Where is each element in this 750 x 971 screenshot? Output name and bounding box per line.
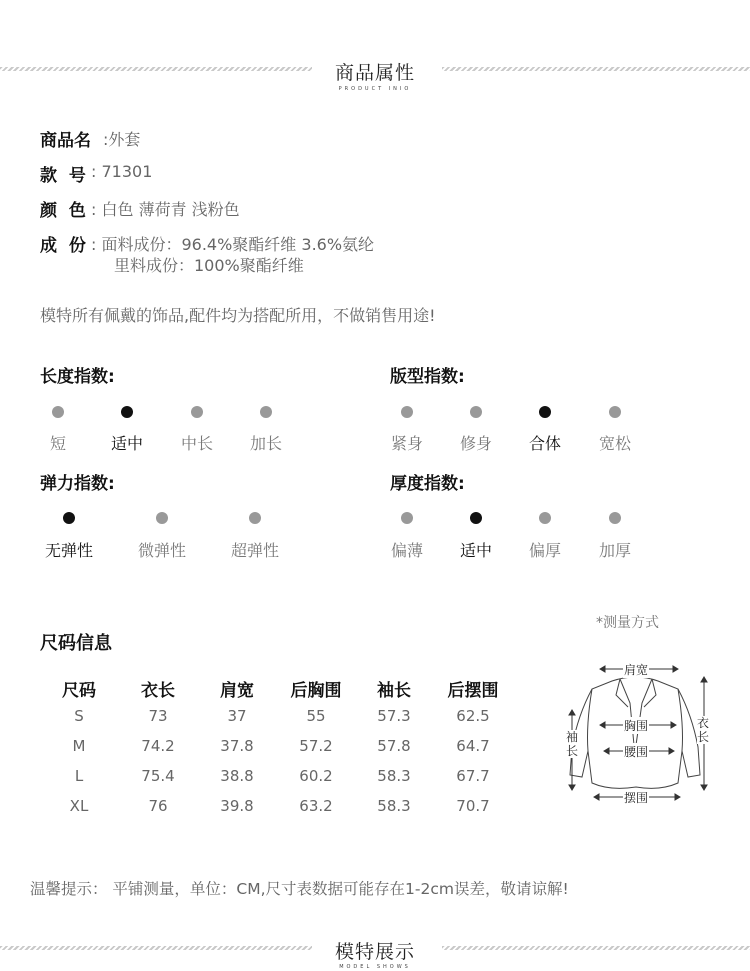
table-cell: 67.7 [456,767,490,785]
fit-index-title: 版型指数: [390,367,465,387]
elastic-option-2: 超弹性 [230,541,279,560]
size-info-title: 尺码信息 [40,633,112,654]
diagram-label-chest: 胸围 [624,719,649,733]
table-cell: L [74,767,84,785]
size-header-size: 尺码 [62,681,96,701]
elastic-option-1: 微弹性 [137,541,186,560]
size-header-shoulder: 肩宽 [220,681,254,701]
elastic-dot-1 [156,512,168,524]
thickness-option-0: 偏薄 [390,541,423,560]
fit-dot-3 [609,406,621,418]
elastic-dot-0 [63,512,75,524]
table-cell: 73 [148,707,168,725]
table-cell: 62.5 [456,707,490,725]
thickness-dot-2 [539,512,551,524]
length-option-2: 中长 [180,434,213,453]
table-cell: M [72,737,86,755]
table-cell: 39.8 [220,797,254,815]
thickness-option-2: 偏厚 [528,541,561,560]
size-header-length: 衣长 [141,681,175,701]
table-cell: 57.8 [377,737,411,755]
table-cell: 57.2 [299,737,333,755]
table-cell: 70.7 [456,797,490,815]
length-dot-2 [191,406,203,418]
thickness-dot-1 [470,512,482,524]
table-cell: 55 [306,707,326,725]
length-dot-3 [260,406,272,418]
size-header-hem: 后摆围 [447,681,499,701]
fit-dot-1 [470,406,482,418]
section-subtitle: PRODUCT INIO [338,86,412,92]
table-cell: 74.2 [141,737,175,755]
attr-label-name: 商品名 [40,131,91,151]
diagram-label-shoulder: 肩宽 [624,663,649,677]
diagram-label-hem: 摆围 [624,791,649,805]
table-cell: 58.3 [377,797,411,815]
thickness-dot-0 [401,512,413,524]
table-cell: 64.7 [456,737,490,755]
size-header-sleeve: 袖长 [377,681,411,701]
elastic-index-title: 弹力指数: [40,474,115,494]
fit-option-2: 合体 [528,434,561,453]
length-option-3: 加长 [249,434,282,453]
fit-option-0: 紧身 [390,434,423,453]
attr-label-color: 颜 色 [40,201,86,221]
attr-value-composition: : 面料成份：96.4%聚酯纤维 3.6%氨纶 [91,235,375,254]
table-cell: 37.8 [220,737,254,755]
thickness-option-1: 适中 [459,541,492,560]
size-header-chest: 后胸围 [290,681,342,701]
measurement-tip: 温馨提示： 平铺测量，单位：CM,尺寸表数据可能存在1-2cm误差，敬请谅解! [30,880,569,898]
fit-dot-2 [539,406,551,418]
attr-label-composition: 成 份 [40,236,86,256]
table-cell: S [74,707,84,725]
table-cell: 57.3 [377,707,411,725]
diagram-label-waist: 腰围 [624,745,649,759]
diagram-label-length: 衣长 [697,716,710,744]
table-cell: 37 [227,707,247,725]
length-index-title: 长度指数: [40,367,115,387]
measure-method-note: *测量方式 [596,615,659,631]
elastic-dot-2 [249,512,261,524]
attr-label-style: 款 号 [40,166,86,186]
table-cell: 75.4 [141,767,175,785]
attr-value-lining: 里料成份：100%聚酯纤维 [114,256,304,275]
table-cell: 38.8 [220,767,254,785]
table-cell: 63.2 [299,797,333,815]
fit-dot-0 [401,406,413,418]
thickness-index-title: 厚度指数: [390,474,465,494]
length-dot-1 [121,406,133,418]
attr-value-name: :外套 [103,130,141,149]
fit-option-1: 修身 [459,434,492,453]
length-option-0: 短 [49,434,66,453]
section-title-2: 模特展示 [334,941,415,963]
diagram-label-sleeve: 袖长 [566,730,579,758]
accessory-note: 模特所有佩戴的饰品,配件均为搭配所用，不做销售用途! [40,306,436,325]
length-option-1: 适中 [110,434,143,453]
attr-value-color: : 白色 薄荷青 浅粉色 [91,200,240,219]
attr-value-style: : 71301 [91,162,153,181]
fit-option-3: 宽松 [598,434,631,453]
table-cell: 60.2 [299,767,333,785]
table-cell: 76 [148,797,168,815]
length-dot-0 [52,406,64,418]
table-cell: XL [69,797,89,815]
thickness-dot-3 [609,512,621,524]
thickness-option-3: 加厚 [598,541,631,560]
table-cell: 58.3 [377,767,411,785]
section-subtitle-2: MODEL SHOWS [339,964,411,970]
section-title: 商品属性 [334,62,415,84]
elastic-option-0: 无弹性 [44,541,93,560]
